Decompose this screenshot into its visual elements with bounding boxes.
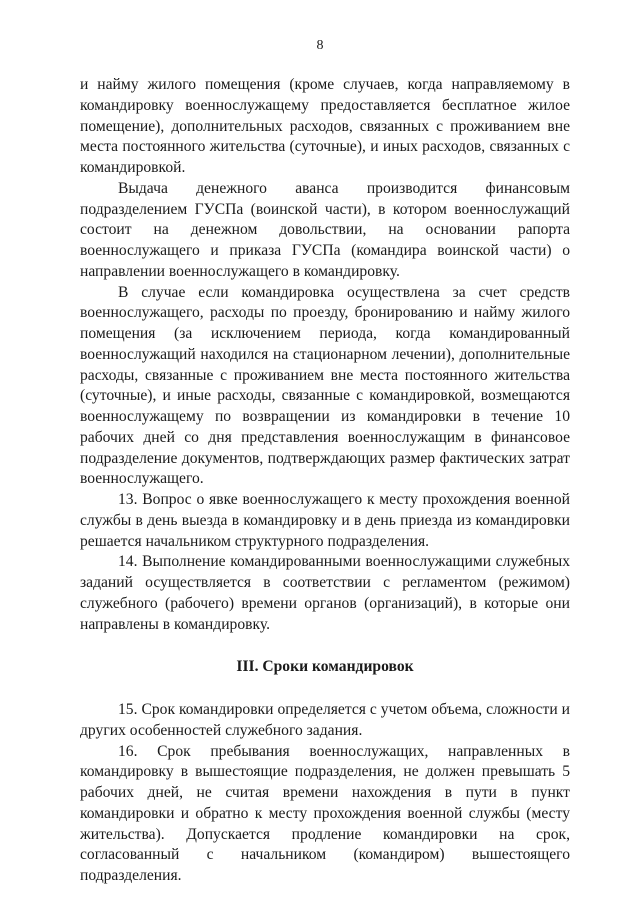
paragraph-advance-payment: Выдача денежного аванса производится финансовым подразделением ГУСПа (воинской части), в котором военнослужащий состоит на денежном довольствии, на основании рапорта военнослужащего и приказа ГУСПа (командира воинской части) о направлении военнослужащего в командировку. <box>80 179 570 280</box>
section-heading: III. Сроки командировок <box>236 658 414 676</box>
paragraph-16: 16. Срок пребывания военнослужащих, направленных в командировку в вышестоящие подразделения, не должен превышать 5 рабочих дней, не считая времени нахождения в пути в пункт командировки и обратно к месту прохождения военной службы (месту жительства). Допускается продление командировки на срок, согласованный с начальником (командиром) вышестоящего подразделения. <box>80 742 570 884</box>
paragraph-continuation: и найму жилого помещения (кроме случаев, когда направляемому в командировку военнослужащему предоставляется бесплатное жилое помещение), дополнительных расходов, связанных с проживанием вне места постоянного жительства (суточные), и иных расходов, связанных с командировкой. <box>80 76 570 176</box>
page-number: 8 <box>316 38 324 53</box>
paragraph-15: 15. Срок командировки определяется с учетом объема, сложности и других особенностей служебного задания. <box>80 701 570 739</box>
document-body <box>80 75 570 887</box>
paragraph-reimbursement: В случае если командировка осуществлена за счет средств военнослужащего, расходы по проезду, бронированию и найму жилого помещения (за исключением периода, когда командированный военнослужащий находился на стационарном лечении), дополнительные расходы, связанные с проживанием вне места постоянного жительства (суточные), и иные расходы, связанные с командировкой, возмещаются военнослужащему по возвращении из командировки в течение 10 рабочих дней со дня представления военнослужащим в финансовое подразделение документов, подтверждающих размер фактических затрат военнослужащего. <box>80 283 570 488</box>
paragraph-13: 13. Вопрос о явке военнослужащего к месту прохождения военной службы в день выезда в командировку и в день приезда из командировки решается начальником структурного подразделения. <box>80 491 570 550</box>
paragraph-14: 14. Выполнение командированными военнослужащими служебных заданий осуществляется в соответствии с регламентом (режимом) служебного (рабочего) времени органов (организаций), в которые они направлены в командировку. <box>80 553 570 633</box>
